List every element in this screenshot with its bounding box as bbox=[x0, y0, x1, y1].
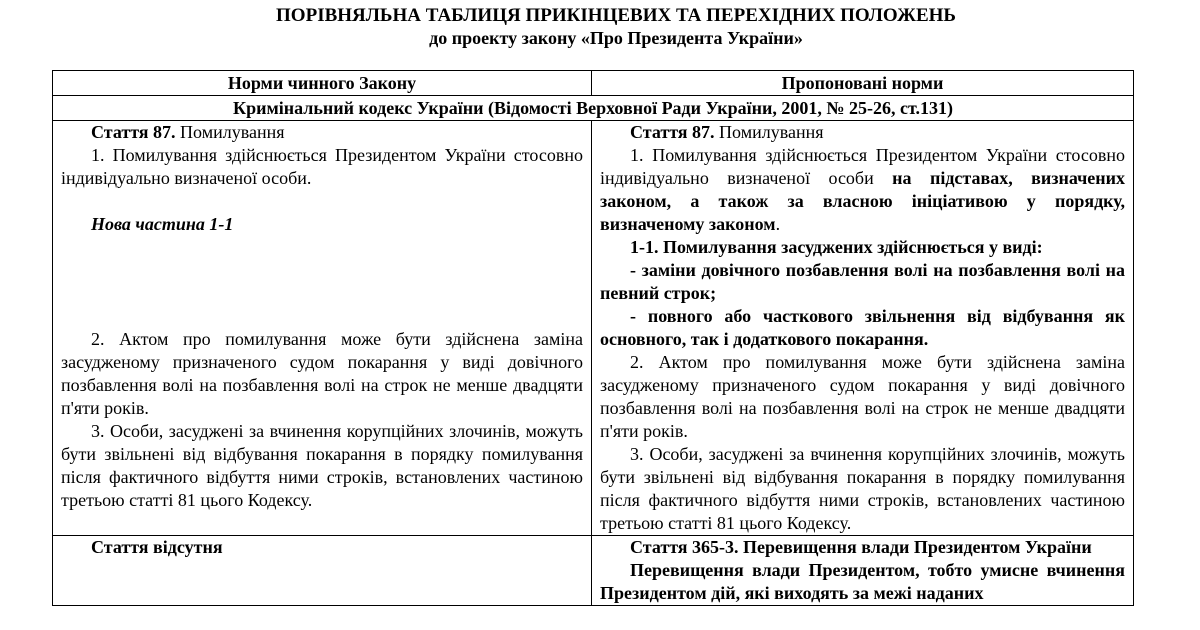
paragraph-1-1: 1-1. Помилування засуджених здійснюється у виді: bbox=[630, 237, 1043, 257]
section-row bbox=[53, 96, 1134, 121]
paragraph-1-end: . bbox=[775, 214, 781, 234]
paragraph-1-1-item-a: - заміни довічного позбавлення волі на позбавлення волі на певний строк; bbox=[600, 260, 1125, 303]
article-heading bbox=[61, 121, 583, 144]
paragraph-3: 3. Особи, засуджені за вчинення корупційних злочинів, можуть бути звільнені від відбування покарання в порядку помилування після фактичного відбуття ними строків, встановлених частиною третьою статті 81 цього Кодексу. bbox=[600, 444, 1125, 533]
paragraph-2: 2. Актом про помилування може бути здійснена заміна засудженому призначеного судом покарання у виді довічного позбавлення волі на позбавлення волі на строк не менше двадцяти п'яти років. bbox=[600, 352, 1125, 441]
paragraph-1-amendment: на підставах, визначених законом, а також за власною ініціативою у порядку, визначеному законом bbox=[600, 168, 1125, 234]
comparison-table bbox=[52, 70, 1134, 606]
column-header-current: Норми чинного Закону bbox=[53, 71, 592, 96]
proposed-norm-cell bbox=[592, 121, 1134, 536]
article-name: Помилування bbox=[714, 122, 824, 142]
paragraph-1-1-item-b: - повного або часткового звільнення від відбування як основного, так і додаткового покарання. bbox=[600, 306, 1125, 349]
paragraph-1 bbox=[600, 144, 1125, 236]
new-part-note: Нова частина 1-1 bbox=[91, 214, 234, 234]
column-header-proposed: Пропоновані норми bbox=[592, 71, 1134, 96]
article-name: Помилування bbox=[175, 122, 285, 142]
table-row bbox=[53, 536, 1134, 606]
current-norm-cell bbox=[53, 536, 592, 606]
article-missing-note: Стаття відсутня bbox=[91, 537, 223, 557]
article-heading bbox=[600, 121, 1125, 144]
paragraph-3: 3. Особи, засуджені за вчинення корупційних злочинів, можуть бути звільнені від відбування покарання в порядку помилування після фактичного відбуття ними строків, встановлених частиною третьою статті 81 цього Кодексу. bbox=[61, 421, 583, 510]
current-norm-cell bbox=[53, 121, 592, 536]
document-title: ПОРІВНЯЛЬНА ТАБЛИЦЯ ПРИКІНЦЕВИХ ТА ПЕРЕХІДНИХ ПОЛОЖЕНЬ bbox=[276, 5, 956, 26]
paragraph-1: 1. Помилування здійснюється Президентом України стосовно індивідуально визначеної особи. bbox=[61, 145, 583, 188]
paragraph-2: 2. Актом про помилування може бути здійснена заміна засудженому призначеного судом покарання у виді довічного позбавлення волі на позбавлення волі на строк не менше двадцяти п'яти років. bbox=[61, 329, 583, 418]
article-365-3-heading: Стаття 365-3. Перевищення влади Президентом України bbox=[630, 537, 1092, 557]
table-header-row bbox=[53, 71, 1134, 96]
section-title: Кримінальний кодекс України (Відомості Верховної Ради України, 2001, № 25-26, ст.131) bbox=[53, 96, 1134, 121]
paragraph-1-text: 1. Помилування здійснюється Президентом України стосовно індивідуально визначеної особи bbox=[600, 145, 1125, 188]
article-label: Стаття 87. bbox=[630, 122, 715, 142]
article-label: Стаття 87. bbox=[91, 122, 176, 142]
proposed-norm-cell bbox=[592, 536, 1134, 606]
article-365-3-text: Перевищення влади Президентом, тобто умисне вчинення Президентом дій, які виходять за межі наданих bbox=[600, 560, 1125, 603]
table-row bbox=[53, 121, 1134, 536]
document-subtitle: до проекту закону «Про Президента України» bbox=[429, 28, 803, 48]
